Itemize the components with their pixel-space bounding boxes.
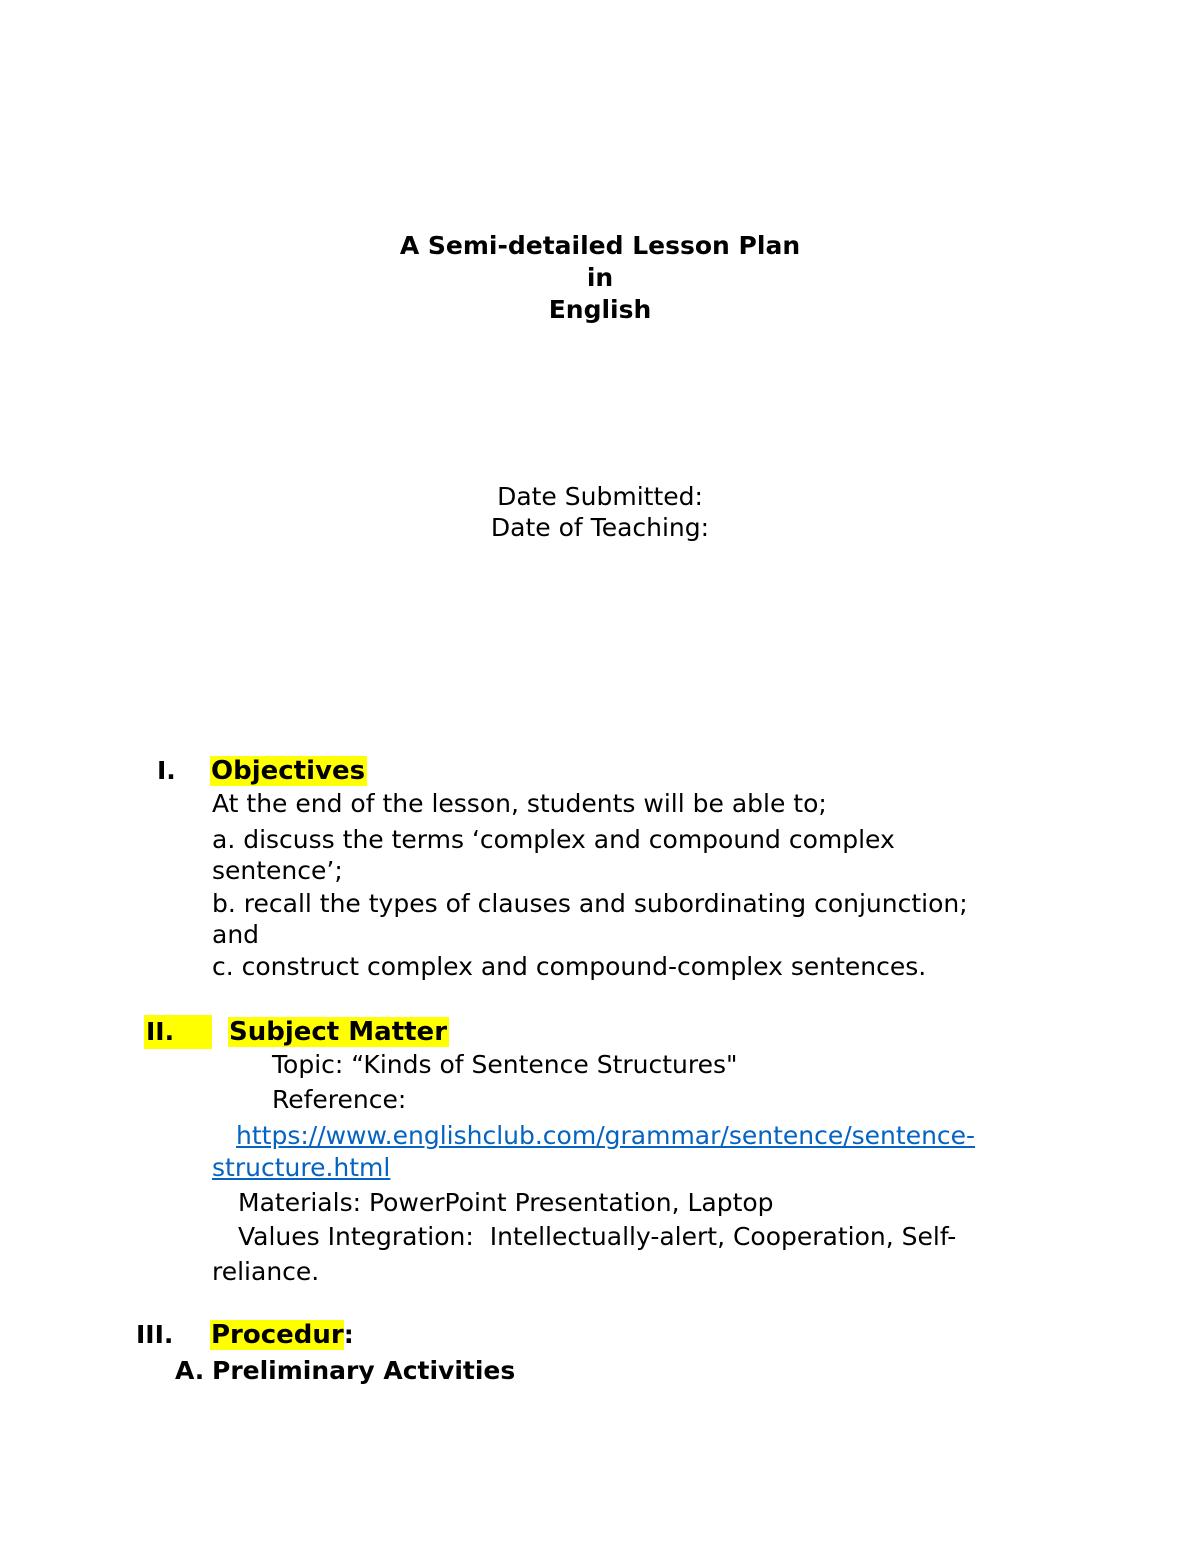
- objectives-heading: [210, 754, 367, 788]
- title-line-1: A Semi-detailed Lesson Plan: [399, 231, 801, 260]
- procedure-sub-letter: A.: [175, 1356, 205, 1385]
- reference-label: Reference:: [272, 1085, 407, 1114]
- procedure-heading-colon: :: [343, 1320, 354, 1349]
- preliminary-activities-heading: Preliminary Activities: [212, 1356, 516, 1385]
- reference-link-line-2[interactable]: structure.html: [212, 1153, 391, 1182]
- title-line-2: in: [586, 263, 614, 292]
- title-line-3: English: [548, 295, 652, 324]
- reference-link-line-1[interactable]: https://www.englishclub.com/grammar/sentence/sentence-: [236, 1121, 976, 1150]
- values-line-2: reliance.: [212, 1257, 320, 1286]
- objectives-heading-text: Objectives: [211, 756, 366, 786]
- procedure-heading-text: Procedur: [211, 1320, 344, 1350]
- objectives-line-2: a. discuss the terms ‘complex and compound complex: [212, 825, 895, 854]
- topic-line: Topic: “Kinds of Sentence Structures": [272, 1050, 738, 1079]
- procedure-heading: [210, 1318, 354, 1352]
- objectives-line-3: sentence’;: [212, 856, 343, 885]
- date-submitted-label: Date Submitted:: [497, 482, 703, 511]
- objectives-line-1: At the end of the lesson, students will be able to;: [212, 789, 827, 818]
- objectives-line-4: b. recall the types of clauses and subordinating conjunction;: [212, 889, 968, 918]
- section-2-numeral-highlight: [144, 1015, 212, 1049]
- subject-matter-heading-text: Subject Matter: [229, 1017, 448, 1047]
- values-line-1: Values Integration: Intellectually-alert, Cooperation, Self-: [238, 1222, 957, 1251]
- objectives-line-6: c. construct complex and compound-complex sentences.: [212, 952, 927, 981]
- materials-line: Materials: PowerPoint Presentation, Laptop: [238, 1188, 774, 1217]
- section-3-numeral: III.: [136, 1320, 174, 1349]
- objectives-line-5: and: [212, 920, 260, 949]
- section-1-numeral: I.: [157, 756, 176, 785]
- date-of-teaching-label: Date of Teaching:: [490, 513, 710, 542]
- section-2-numeral: II.: [146, 1017, 175, 1046]
- subject-matter-heading: [228, 1015, 449, 1049]
